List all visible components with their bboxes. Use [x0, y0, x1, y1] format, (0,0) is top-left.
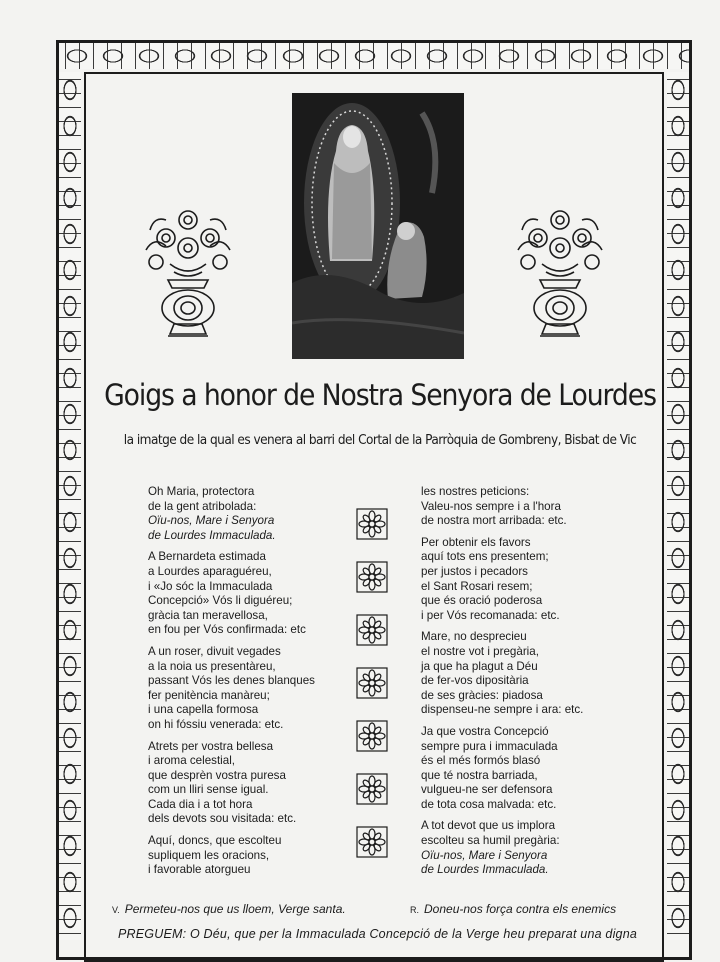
verse-line: Mare, no despreciеu	[421, 630, 527, 644]
verse-line: i per Vós recomanada: etc.	[421, 608, 560, 622]
refrain-line: Oïu-nos, Mare i Senyora	[421, 848, 548, 862]
rosette-icon	[356, 508, 388, 540]
verse-line: A tot devot que us implora	[421, 819, 556, 833]
verse-line: Aquí, doncs, que escolteu	[148, 834, 282, 848]
stanza	[421, 485, 641, 529]
lourdes-apparition-image	[292, 93, 464, 359]
verse-line: escolteu sa humil pregària:	[421, 834, 560, 848]
verse-line: dispenseu-ne sempre i ara: etc.	[421, 703, 584, 717]
verse-line: és el més formós blasó	[421, 754, 541, 768]
stanza	[148, 485, 348, 543]
response	[410, 902, 616, 916]
verse-line: de la gent atribolada:	[148, 499, 257, 513]
verse-line: fer penitència manàreu;	[148, 688, 270, 702]
verse-line: vulgueu-ne ser defensora	[421, 783, 553, 797]
top-ornament-band	[59, 43, 689, 69]
verse-line: Cada dia i a tot hora	[148, 797, 253, 811]
refrain-line: Oïu-nos, Mare i Senyora	[148, 514, 275, 528]
verse-line: Concepció» Vós li diguéreu;	[148, 594, 293, 608]
rosette-icon	[356, 720, 388, 752]
verse-line: Ja que vostra Concepció	[421, 724, 549, 738]
verse-line: gràcia tan meravellosa,	[148, 608, 268, 622]
response-text: Doneu-nos força contra els enemics	[424, 902, 617, 916]
verse-line: sempre pura i immaculada	[421, 739, 558, 753]
stanza	[421, 819, 641, 877]
verse-line: passant Vós les denes blanques	[148, 674, 315, 688]
refrain-line: de Lourdes Immaculada.	[421, 863, 549, 877]
versicle	[112, 902, 346, 916]
verse-line: i favorable atorgueu	[148, 863, 251, 877]
verses-right-column	[421, 485, 641, 885]
stanza	[148, 550, 348, 638]
right-ornament-band	[667, 72, 689, 940]
page-title: Goigs a honor de Nostra Senyora de Lourdes	[104, 378, 656, 412]
verse-line: on hi fóssiu venerada: etc.	[148, 717, 284, 731]
verse-line: que té nostra barriada,	[421, 768, 538, 782]
verse-line: com un lliri sense igual.	[148, 783, 269, 797]
verse-line: el nostre vot i pregària,	[421, 644, 539, 658]
rosette-icon	[356, 667, 388, 699]
verse-line: i aroma celestial,	[148, 754, 235, 768]
rosette-icon	[356, 826, 388, 858]
verse-line: i una capella formosa	[148, 703, 259, 717]
verse-line: Valeu-nos sempre i a l'hora	[421, 499, 561, 513]
verse-line: A Bernardeta estimada	[148, 550, 266, 564]
verse-line: de tota cosa malvada: etc.	[421, 797, 557, 811]
verse-line: Oh Maria, protectora	[148, 485, 255, 498]
verse-line: aquí tots ens presentem;	[421, 550, 549, 564]
rosette-icon	[356, 561, 388, 593]
verse-line: de fer-vos dipositària	[421, 674, 529, 688]
verse-line: Per obtenir els favors	[421, 535, 531, 549]
verse-line: en fou per Vós confirmada: etc	[148, 623, 306, 637]
versicle-mark: V.	[112, 905, 120, 915]
verse-line: dels devots sou visitada: etc.	[148, 812, 297, 826]
response-mark: R.	[410, 905, 419, 915]
flower-vase-icon	[512, 200, 608, 346]
verse-line: que és oració poderosa	[421, 594, 543, 608]
rosette-icon	[356, 773, 388, 805]
stanza	[148, 645, 348, 733]
rosette-column	[356, 508, 390, 879]
verse-line: ja que ha plagut a Déu	[421, 659, 538, 673]
refrain-line: de Lourdes Immaculada.	[148, 528, 276, 542]
stanza	[421, 536, 641, 624]
verse-line: i «Jo sóc la Immaculada	[148, 579, 273, 593]
versicle-text: Permeteu-nos que us lloem, Verge santa.	[124, 902, 346, 916]
verse-line: a Lourdes aparaguéreu,	[148, 564, 272, 578]
verses-left-column	[148, 485, 348, 885]
stanza	[148, 740, 348, 828]
verse-line: que desprèn vostra puresa	[148, 768, 286, 782]
verse-line: de ses gràcies: piadosa	[421, 688, 543, 702]
verse-line: a la noia us presentàreu,	[148, 659, 276, 673]
stanza	[421, 725, 641, 813]
rosette-icon	[356, 614, 388, 646]
verse-line: de nostra mort arribada: etc.	[421, 514, 567, 528]
verse-line: Atrets per vostra bellesa	[148, 739, 274, 753]
page-subtitle: la imatge de la qual es venera al barri del Cortal de la Parròquia de Gombreny, Bisbat de Vic	[123, 432, 637, 448]
flower-vase-icon	[140, 200, 236, 346]
left-ornament-band	[59, 72, 81, 940]
verse-line: supliquem les oracions,	[148, 848, 270, 862]
verse-line: A un roser, divuit vegades	[148, 644, 281, 658]
verse-line: les nostres peticions:	[421, 485, 530, 498]
verse-line: per justos i pecadors	[421, 564, 528, 578]
stanza	[421, 630, 641, 718]
verse-line: el Sant Rosari resem;	[421, 579, 533, 593]
prayer-text: PREGUEM: O Déu, que per la Immaculada Concepció de la Verge heu preparat una digna	[118, 927, 637, 941]
stanza	[148, 834, 348, 878]
